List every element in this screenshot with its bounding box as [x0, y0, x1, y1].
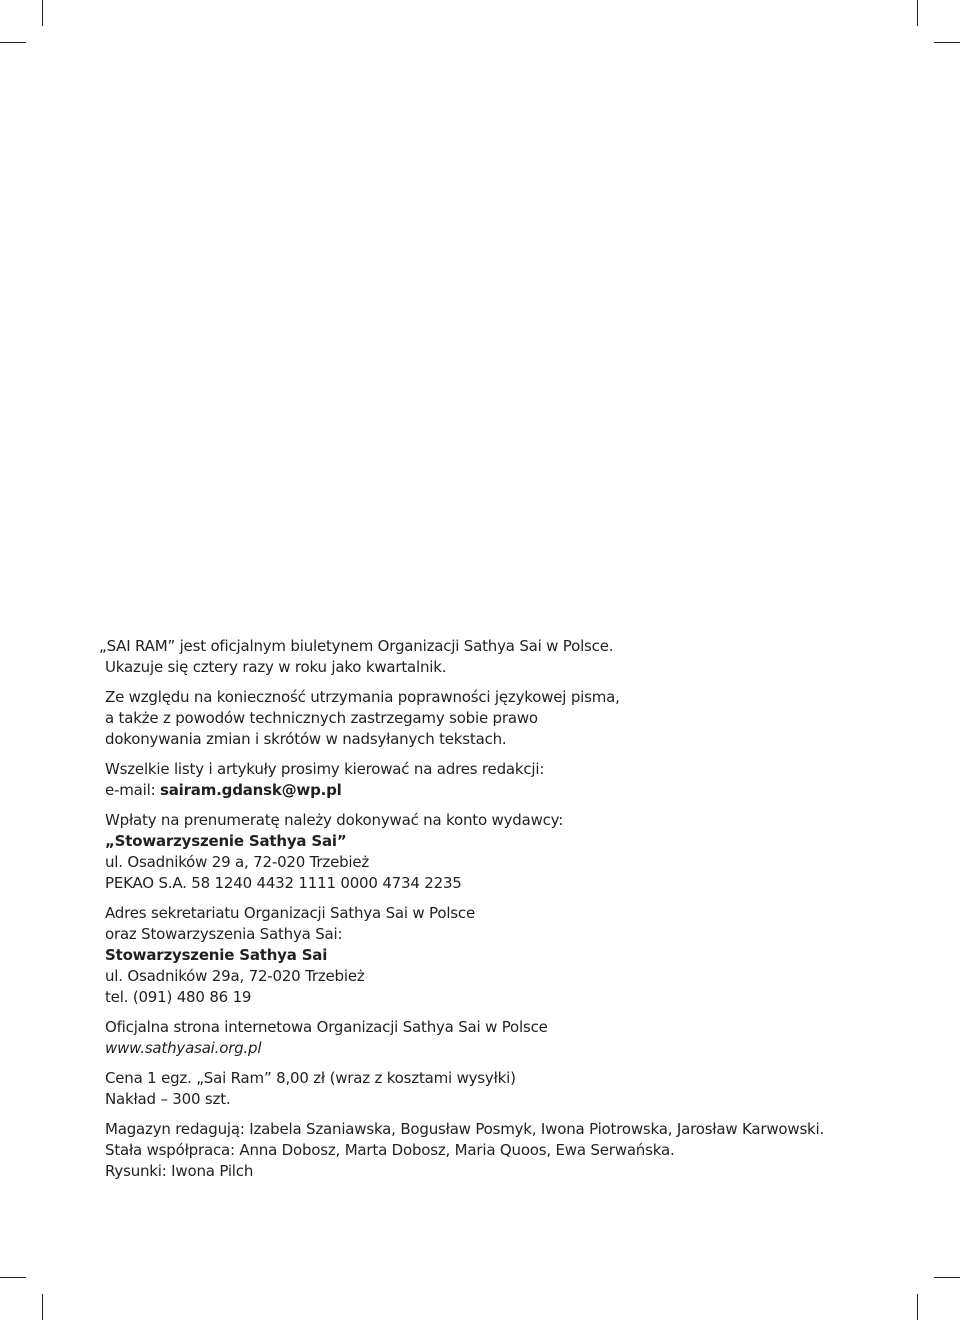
notice-line-1: Ze względu na konieczność utrzymania poprawności językowej pisma,	[105, 688, 620, 706]
letters-line-1: Wszelkie listy i artykuły prosimy kierować na adres redakcji:	[105, 760, 545, 778]
editors-line: Magazyn redagują: Izabela Szaniawska, Bogusław Posmyk, Iwona Piotrowska, Jarosław Karwowski.	[105, 1120, 825, 1138]
website-block	[105, 1017, 905, 1059]
circulation-line: Nakład – 300 szt.	[105, 1090, 231, 1108]
crop-mark-bottom-right-h	[934, 1277, 960, 1278]
payments-line-1: Wpłaty na prenumeratę należy dokonywać na konto wydawcy:	[105, 811, 564, 829]
website-line-1: Oficjalna strona internetowa Organizacji Sathya Sai w Polsce	[105, 1018, 548, 1036]
secretariat-line-1: Adres sekretariatu Organizacji Sathya Sai w Polsce	[105, 904, 476, 922]
secretariat-address: ul. Osadników 29a, 72-020 Trzebież	[105, 967, 365, 985]
secretariat-phone: tel. (091) 480 86 19	[105, 988, 252, 1006]
notice-line-2: a także z powodów technicznych zastrzegamy sobie prawo	[105, 709, 538, 727]
website-url[interactable]: www.sathyasai.org.pl	[105, 1039, 262, 1057]
crop-mark-bottom-left	[42, 1294, 43, 1320]
crop-mark-top-right	[917, 0, 918, 26]
price-line: Cena 1 egz. „Sai Ram” 8,00 zł (wraz z kosztami wysyłki)	[105, 1069, 516, 1087]
letters-block	[105, 759, 905, 801]
email-link[interactable]: sairam.gdansk@wp.pl	[160, 781, 342, 799]
intro-line-2: Ukazuje się cztery razy w roku jako kwartalnik.	[105, 658, 447, 676]
crop-mark-bottom-right	[917, 1294, 918, 1320]
payments-org: „Stowarzyszenie Sathya Sai”	[105, 832, 347, 850]
crop-mark-bottom-left-h	[0, 1277, 26, 1278]
crop-mark-top-left	[42, 0, 43, 26]
email-label: e-mail:	[105, 781, 161, 799]
payments-address: ul. Osadników 29 a, 72-020 Trzebież	[105, 853, 370, 871]
secretariat-line-2: oraz Stowarzyszenia Sathya Sai:	[105, 925, 343, 943]
notice-block	[105, 687, 905, 750]
secretariat-org: Stowarzyszenie Sathya Sai	[105, 946, 328, 964]
email-line	[105, 780, 905, 801]
intro-line-1: „SAI RAM” jest oficjalnym biuletynem Organizacji Sathya Sai w Polsce.	[99, 637, 614, 655]
secretariat-block	[105, 903, 905, 1008]
payments-block	[105, 810, 905, 894]
notice-line-3: dokonywania zmian i skrótów w nadsyłanych tekstach.	[105, 730, 507, 748]
crop-mark-top-right-h	[934, 42, 960, 43]
payments-bank: PEKAO S.A. 58 1240 4432 1111 0000 4734 2235	[105, 874, 462, 892]
intro-block	[99, 636, 905, 678]
imprint-section	[99, 636, 905, 1191]
crop-mark-top-left-h	[0, 42, 26, 43]
credits-block	[105, 1119, 905, 1182]
collaborators-line: Stała współpraca: Anna Dobosz, Marta Dobosz, Maria Quoos, Ewa Serwańska.	[105, 1141, 675, 1159]
illustrations-line: Rysunki: Iwona Pilch	[105, 1162, 254, 1180]
pricing-block	[105, 1068, 905, 1110]
